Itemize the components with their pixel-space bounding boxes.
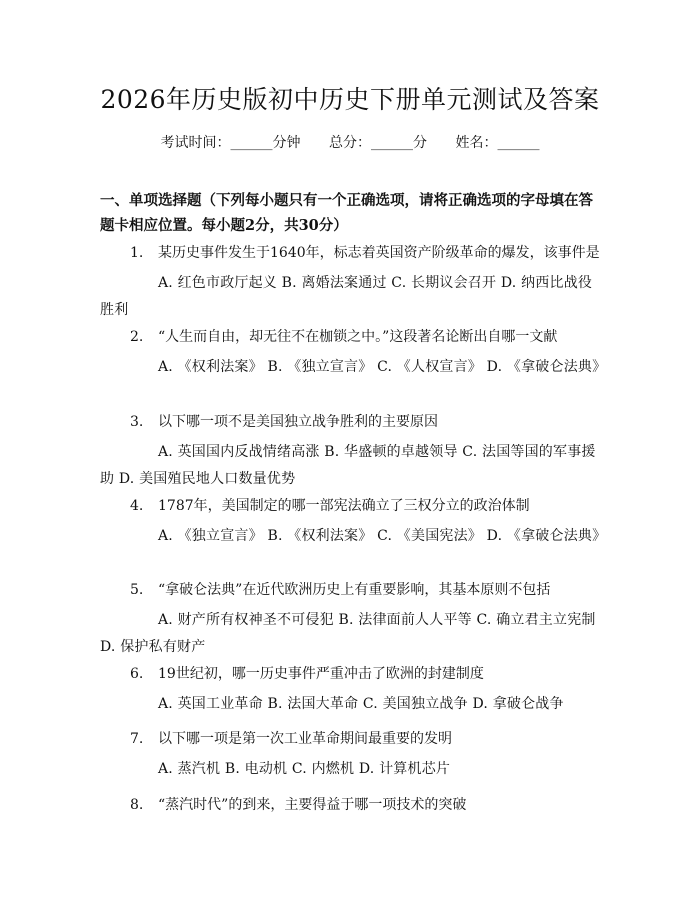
page-title: 2026年历史版初中历史下册单元测试及答案: [100, 85, 600, 114]
question-number: 8.: [130, 797, 144, 813]
question-stem: 以下哪一项不是美国独立战争胜利的主要原因: [158, 414, 438, 430]
question-5-options: A. 财产所有权神圣不可侵犯 B. 法律面前人人平等 C. 确立君主立宪制 D. 保护私有财产: [100, 612, 596, 655]
question-number: 4.: [130, 498, 144, 514]
total-score: 总分：______分: [329, 135, 427, 151]
question-stem: “人生而自由，却无往不在枷锁之中。”这段著名论断出自哪一文献: [158, 329, 558, 345]
question-6-options: A. 英国工业革命 B. 法国大革命 C. 美国独立战争 D. 拿破仑战争: [158, 696, 564, 712]
question-2: [100, 326, 600, 348]
question-1-options: A. 红色市政厅起义 B. 离婚法案通过 C. 长期议会召开 D. 纳西比战役胜利: [100, 275, 593, 318]
exam-meta: [0, 132, 700, 152]
question-stem: “蒸汽时代”的到来，主要得益于哪一项技术的突破: [158, 797, 467, 813]
question-stem: 以下哪一项是第一次工业革命期间最重要的发明: [158, 731, 452, 747]
question-8: [100, 794, 600, 816]
question-6: [100, 663, 600, 685]
question-3: [100, 411, 600, 433]
question-number: 5.: [130, 582, 144, 598]
question-1: [100, 242, 600, 264]
question-4: [100, 495, 600, 517]
question-3-options: A. 英国国内反战情绪高涨 B. 华盛顿的卓越领导 C. 法国等国的军事援助 D. 美国殖民地人口数量优势: [100, 444, 596, 487]
question-7-options: A. 蒸汽机 B. 电动机 C. 内燃机 D. 计算机芯片: [158, 761, 451, 777]
question-7: [100, 728, 600, 750]
student-name: 姓名：______: [455, 135, 540, 151]
exam-time: 考试时间：______分钟: [160, 135, 301, 151]
question-number: 3.: [130, 414, 144, 430]
question-number: 1.: [130, 245, 144, 261]
question-number: 6.: [130, 666, 144, 682]
question-2-options: A. 《权利法案》 B. 《独立宣言》 C. 《人权宣言》 D. 《拿破仑法典》: [158, 359, 607, 375]
question-stem: 1787年，美国制定的哪一部宪法确立了三权分立的政治体制: [158, 498, 530, 514]
question-number: 7.: [130, 731, 144, 747]
question-4-options: A. 《独立宣言》 B. 《权利法案》 C. 《美国宪法》 D. 《拿破仑法典》: [158, 528, 607, 544]
question-5: [100, 579, 600, 601]
question-stem: 某历史事件发生于1640年，标志着英国资产阶级革命的爆发，该事件是: [158, 245, 600, 261]
question-stem: “拿破仑法典”在近代欧洲历史上有重要影响，其基本原则不包括: [158, 582, 551, 598]
section-heading: 一、单项选择题（下列每小题只有一个正确选项，请将正确选项的字母填在答题卡相应位置。每小题2分，共30分）: [100, 192, 593, 234]
question-stem: 19世纪初，哪一历史事件严重冲击了欧洲的封建制度: [158, 666, 484, 682]
question-number: 2.: [130, 329, 144, 345]
